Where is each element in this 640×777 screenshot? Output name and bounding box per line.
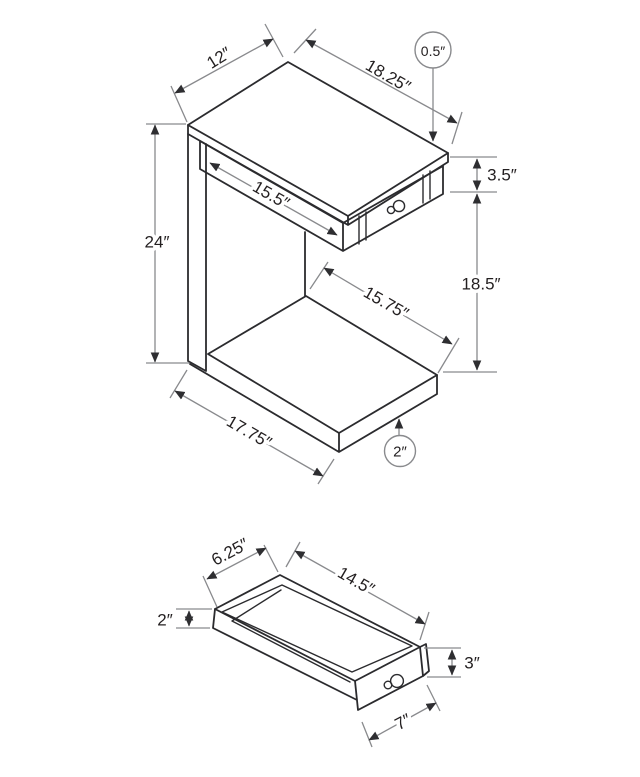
tabletop-edge (188, 125, 448, 225)
label-total-height: 24″ (144, 232, 170, 252)
label-open-space-height: 18.5″ (461, 274, 501, 294)
label-shelf-top-length: 15.75″ (360, 282, 412, 324)
table-dimensions (146, 24, 497, 484)
apron-box (200, 141, 443, 251)
drawer-view-knob-stem (384, 681, 392, 689)
label-drawer-side-height: 2″ (157, 610, 173, 630)
label-apron-height: 3.5″ (487, 165, 517, 185)
label-drawer-front-width: 7″ (391, 709, 415, 735)
drawer-floor-edges (232, 590, 350, 682)
label-drawer-inner-depth: 6.25″ (208, 534, 252, 570)
drawer-view-knob (391, 675, 404, 688)
table-figure (188, 62, 448, 452)
dim-12-extensions (171, 24, 283, 122)
label-top-depth: 12″ (203, 43, 235, 73)
label-base-thickness: 2″ (393, 443, 407, 461)
table-dimension-labels (145, 43, 517, 461)
label-drawer-front-height: 3″ (464, 653, 480, 673)
drawer-dimensions (176, 542, 461, 747)
label-top-width: 18.25″ (362, 55, 414, 97)
label-top-thickness: 0.5″ (420, 43, 446, 59)
drawer-knob-stem (387, 206, 394, 213)
dim-2s-ticks (176, 609, 212, 628)
drawer-figure (213, 575, 429, 710)
label-drawer-inner-width: 14.5″ (334, 562, 378, 600)
dim-1575-extensions (310, 262, 459, 373)
leg-panel (188, 134, 305, 371)
label-base-length: 17.75″ (223, 411, 275, 453)
dim-3-ticks (424, 648, 461, 677)
label-drawer-face-width: 15.5″ (249, 176, 293, 214)
